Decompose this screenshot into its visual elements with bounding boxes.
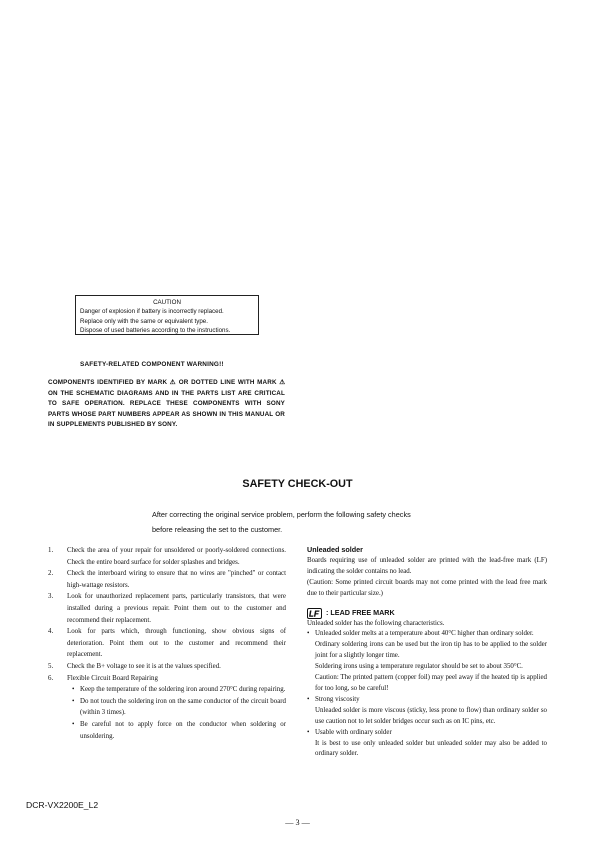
unleaded-caution-paragraph: (Caution: Some printed circuit boards may not come printed with the lead free mark due to their particular size.)	[307, 578, 547, 597]
bullet-dot: •	[72, 697, 75, 705]
bullet-text: Be careful not to apply force on the conductor when soldering or unsoldering.	[80, 720, 286, 740]
flex-board-bullet	[48, 719, 286, 742]
safety-checkout-title: SAFETY CHECK-OUT	[242, 478, 353, 490]
characteristic-line: Soldering irons using a temperature regulator should be set to about 350°C.	[315, 663, 523, 671]
safety-warning-title: SAFETY-RELATED COMPONENT WARNING!!	[80, 361, 224, 368]
step-text: Look for unauthorized replacement parts, particularly transistors, that were installed during a previous repair. Point them out to the customer and recommend their replacement.	[67, 593, 286, 624]
caution-line: Dispose of used batteries according to the instructions.	[80, 327, 231, 335]
checkout-step	[48, 591, 286, 626]
step-number: 4.	[48, 628, 54, 636]
characteristic-line: Unleaded solder is more viscous (sticky, less prone to flow) than ordinary solder so use caution not to let solder bridges occur such as on IC pins, etc.	[315, 706, 547, 725]
characteristic-line: Caution: The printed pattern (copper foil) may peel away if the heated tip is applied for too long, so be careful!	[315, 674, 547, 692]
step-text: Check the B+ voltage to see it is at the values specified.	[67, 662, 221, 670]
bullet-text: Keep the temperature of the soldering iron around 270°C during repairing.	[80, 686, 286, 694]
step-number: 2.	[48, 570, 54, 578]
step-text: Flexible Circuit Board Repairing	[67, 674, 158, 682]
bullet-text: Do not touch the soldering iron on the same conductor of the circuit board (within 3 times).	[80, 697, 286, 717]
checkout-step	[48, 661, 286, 673]
lead-free-mark-icon	[307, 608, 322, 619]
characteristic-item	[307, 629, 547, 694]
characteristic-heading: Usable with ordinary solder	[315, 728, 392, 736]
characteristic-line: It is best to use only unleaded solder but unleaded solder may also be added to ordinary solder.	[315, 739, 547, 758]
step-text: Check the area of your repair for unsoldered or poorly-soldered connections. Check the entire board surface for solder splashes and bridges.	[67, 547, 286, 566]
step-number: 6.	[48, 674, 54, 682]
bullet-dot: •	[307, 695, 310, 703]
lead-free-intro: Unleaded solder has the following characteristics.	[307, 619, 445, 627]
characteristic-heading: Unleaded solder melts at a temperature about 40°C higher than ordinary solder.	[315, 630, 534, 638]
battery-caution-box	[75, 295, 259, 335]
checkout-step	[48, 568, 286, 591]
characteristic-line: Ordinary soldering irons can be used but the iron tip has to be applied to the solder joint for a slightly longer time.	[315, 641, 547, 660]
caution-title: CAUTION	[153, 299, 181, 306]
safety-warning-body: COMPONENTS IDENTIFIED BY MARK ⚠ OR DOTTED LINE WITH MARK ⚠ ON THE SCHEMATIC DIAGRAMS AND IN THE PARTS LIST ARE CRITICAL TO SAFE OPERATION. REPLACE THESE COMPONENTS WITH SONY PARTS WHOSE PART NUMBERS APPEAR AS SHOWN IN THIS MANUAL OR IN SUPPLEMENTS PUBLISHED BY SONY.	[48, 379, 285, 428]
step-number: 5.	[48, 662, 54, 670]
step-number: 1.	[48, 547, 54, 554]
bullet-dot: •	[72, 720, 75, 728]
caution-line: Danger of explosion if battery is incorrectly replaced.	[80, 308, 224, 316]
characteristic-item	[307, 695, 547, 728]
caution-line: Replace only with the same or equivalent type.	[80, 317, 208, 325]
bullet-dot: •	[307, 728, 310, 736]
safety-checkout-intro: After correcting the original service problem, perform the following safety checks before releasing the set to the customer.	[152, 510, 411, 534]
characteristic-heading: Strong viscosity	[315, 695, 360, 703]
checkout-step	[48, 545, 286, 568]
flex-board-bullet	[48, 684, 286, 696]
step-text: Look for parts which, through functioning, show obvious signs of deterioration. Point them out to the customer and recommend their replacement.	[67, 628, 286, 659]
step-number: 3.	[48, 593, 54, 601]
unleaded-paragraph: Boards requiring use of unleaded solder are printed with the lead-free mark (LF) indicating the solder contains no lead.	[307, 556, 547, 575]
bullet-dot: •	[72, 686, 75, 694]
lead-free-mark-heading	[307, 608, 547, 619]
checkout-steps	[48, 545, 286, 742]
unleaded-solder-section	[307, 545, 547, 760]
page-number: — 3 —	[285, 818, 310, 827]
bullet-dot: •	[307, 630, 310, 638]
flex-board-bullet	[48, 696, 286, 719]
lead-free-mark-title: : LEAD FREE MARK	[326, 607, 395, 617]
characteristic-item	[307, 728, 547, 761]
unleaded-solder-title: Unleaded solder	[307, 545, 363, 554]
step-text: Check the interboard wiring to ensure that no wires are "pinched" or contact high-wattage resistors.	[67, 570, 286, 589]
checkout-step	[48, 673, 286, 685]
model-code: DCR-VX2200E_L2	[26, 800, 99, 810]
checkout-step	[48, 626, 286, 661]
